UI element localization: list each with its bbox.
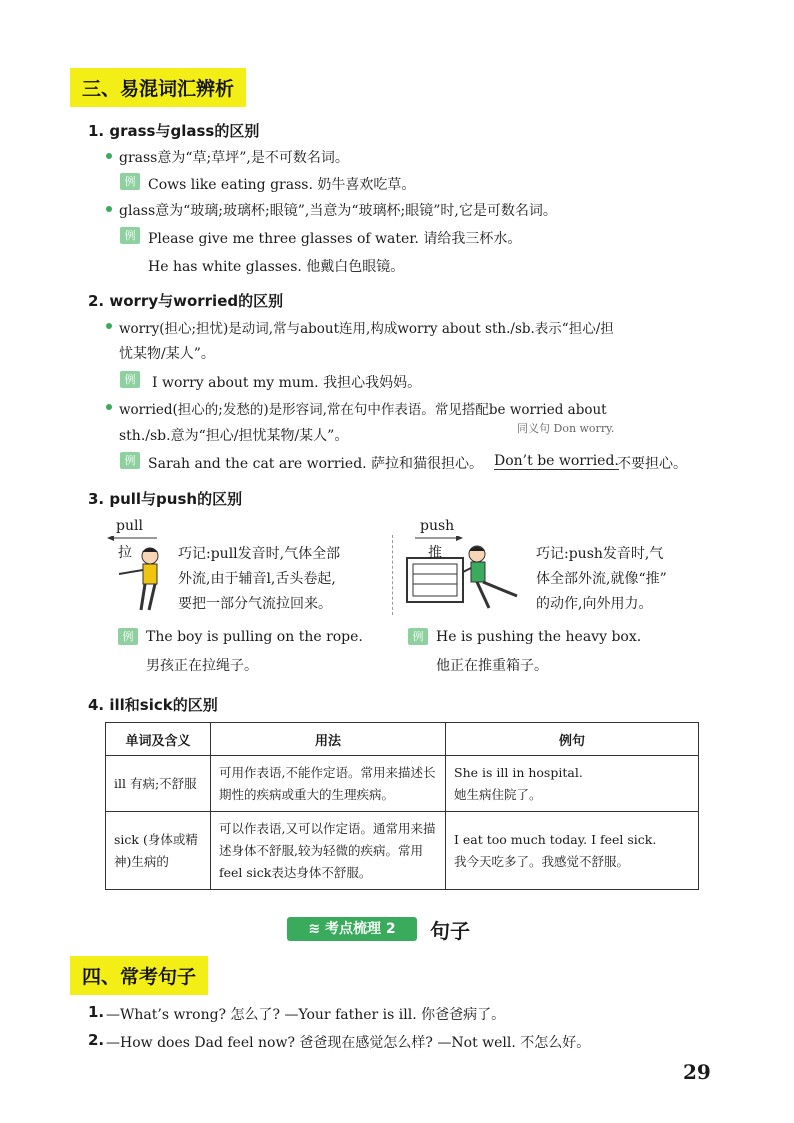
pull-cn: 拉 (118, 545, 132, 561)
push-tip-2: 体全部外流,就像“推” (536, 571, 667, 587)
pull-tip-3: 要把一部分气流拉回来。 (178, 596, 332, 612)
pull-boy-illustration (105, 536, 165, 616)
cell-usage: 可用作表语,不能作定语。常用来描述长期性的疾病或重大的生理疾病。 (211, 756, 446, 812)
cell-word: ill 有病;不舒服 (106, 756, 211, 812)
example-en: I eat too much today. I feel sick. (454, 831, 657, 847)
push-tip-1: 巧记:push发音时,气 (536, 546, 664, 562)
table-row (106, 756, 699, 812)
point-glass: glass意为“玻璃;玻璃杯;眼镜”,当意为“玻璃杯;眼镜”时,它是可数名词。 (119, 203, 557, 219)
table-header-row (106, 723, 699, 756)
table-header: 单词及含义 (106, 723, 211, 756)
cell-example (446, 812, 699, 890)
heading-ill-sick: 4. ill和sick的区别 (88, 696, 218, 714)
example-grass: Cows like eating grass. 奶牛喜欢吃草。 (148, 177, 416, 193)
point-worried-l2: sth./sb.意为“担心/担忧某物/某人”。 (119, 428, 349, 444)
cell-word: sick (身体或精神)生病的 (106, 812, 211, 890)
cell-example (446, 756, 699, 812)
topic-badge: ≋ 考点梳理 2 (287, 917, 417, 941)
heading-worry-worried: 2. worry与worried的区别 (88, 292, 284, 310)
bullet-icon (106, 206, 112, 212)
table-header: 例句 (446, 723, 699, 756)
example-cn: 她生病住院了。 (454, 786, 542, 802)
synonym-note: 同义句 Don worry. (517, 422, 615, 435)
point-grass: grass意为“草;草坪”,是不可数名词。 (119, 150, 349, 166)
pull-tip-2: 外流,由于辅音l,舌头卷起, (178, 571, 336, 587)
example-en: She is ill in hospital. (454, 764, 583, 780)
example-glass-1: Please give me three glasses of water. 请给我三杯水。 (148, 231, 522, 247)
bullet-icon (106, 323, 112, 329)
push-example: He is pushing the heavy box. (436, 629, 642, 645)
section-title: 三、易混词汇辨析 (70, 68, 246, 107)
divider (392, 535, 393, 615)
pull-example-cn: 男孩正在拉绳子。 (146, 658, 258, 674)
example-icon: 例 (120, 452, 140, 469)
sentence-number: 2. (88, 1031, 105, 1049)
example-glass-2: He has white glasses. 他戴白色眼镜。 (148, 259, 405, 275)
example-icon: 例 (408, 628, 428, 645)
example-worried-2: Don’t be worried. (494, 453, 619, 469)
sentence-number: 1. (88, 1003, 105, 1021)
point-worry-l1: worry(担心;担忧)是动词,常与about连用,构成worry about sth./sb.表示“担心/担 (119, 321, 614, 337)
comparison-table (105, 722, 699, 890)
push-tip-3: 的动作,向外用力。 (536, 596, 653, 612)
page-number: 29 (683, 1060, 711, 1084)
table-header: 用法 (211, 723, 446, 756)
example-worry: I worry about my mum. 我担心我妈妈。 (152, 375, 422, 391)
example-icon: 例 (120, 173, 140, 190)
example-worried-2-cn: 不要担心。 (617, 456, 687, 472)
example-icon: 例 (120, 227, 140, 244)
pull-tip-1: 巧记:pull发音时,气体全部 (178, 546, 341, 562)
push-word: push (420, 518, 455, 534)
example-icon: 例 (120, 371, 140, 388)
section-title: 四、常考句子 (70, 956, 208, 995)
example-cn: 我今天吃多了。我感觉不舒服。 (454, 853, 630, 869)
push-box-illustration (405, 536, 525, 616)
heading-pull-push: 3. pull与push的区别 (88, 490, 243, 508)
push-cn: 推 (428, 545, 442, 561)
sentence-1: —What’s wrong? 怎么了? —Your father is ill. 你爸爸病了。 (106, 1007, 506, 1023)
pull-example: The boy is pulling on the rope. (146, 629, 363, 645)
point-worry-l2: 忧某物/某人”。 (119, 346, 215, 362)
cell-usage: 可以作表语,又可以作定语。通常用来描述身体不舒服,较为轻微的疾病。常用feel sick表达身体不舒服。 (211, 812, 446, 890)
bullet-icon (106, 404, 112, 410)
example-worried: Sarah and the cat are worried. 萨拉和猫很担心。 (148, 456, 484, 472)
pull-word: pull (116, 518, 143, 534)
table-row (106, 812, 699, 890)
point-worried-l1: worried(担心的;发愁的)是形容词,常在句中作表语。常见搭配be worried about (119, 402, 607, 418)
bullet-icon (106, 153, 112, 159)
badge-title: 句子 (430, 919, 470, 943)
heading-grass-glass: 1. grass与glass的区别 (88, 122, 260, 140)
sentence-2: —How does Dad feel now? 爸爸现在感觉怎么样? —Not well. 不怎么好。 (106, 1035, 591, 1051)
example-icon: 例 (118, 628, 138, 645)
push-example-cn: 他正在推重箱子。 (436, 658, 548, 674)
